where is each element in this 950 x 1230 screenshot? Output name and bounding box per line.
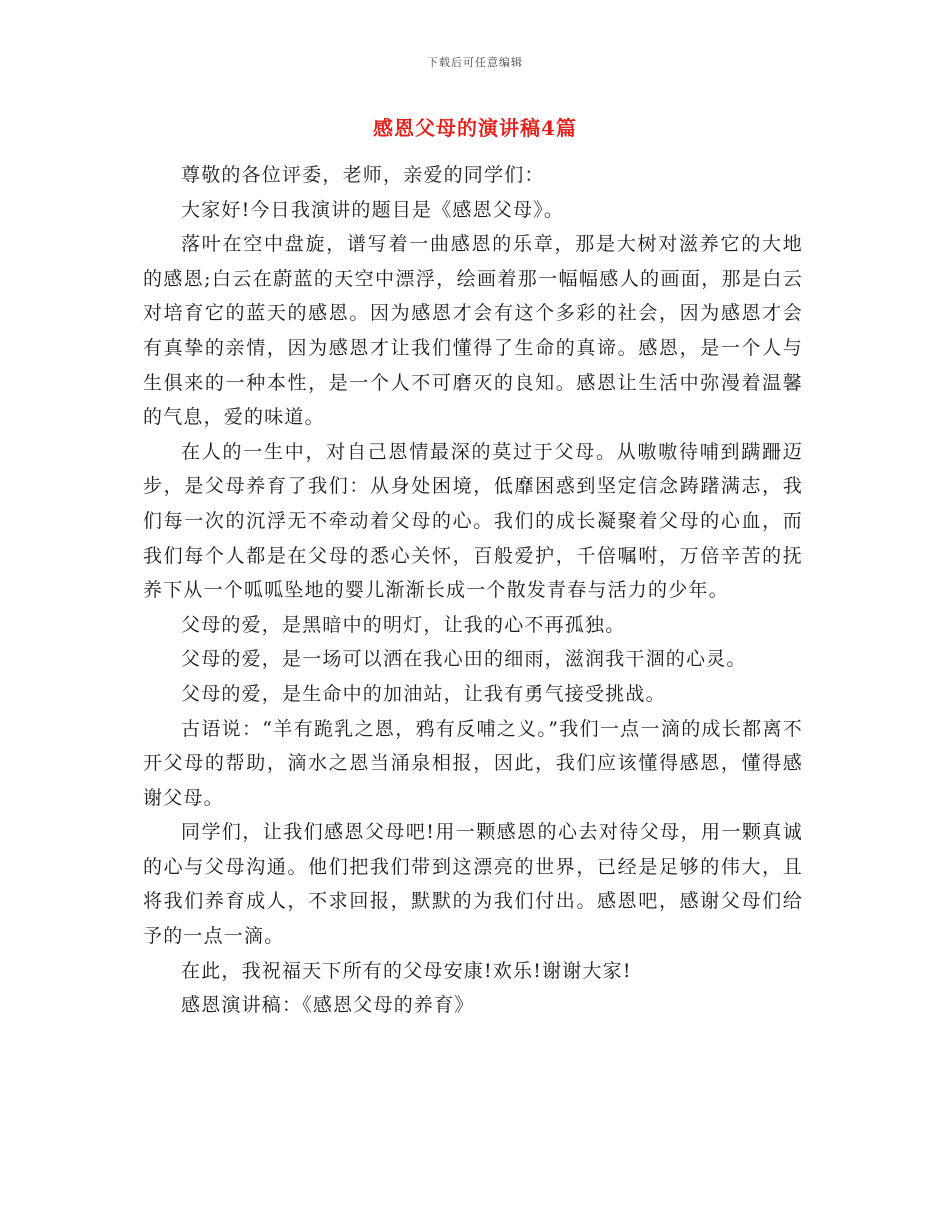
- paragraph-body: 父母的爱，是黑暗中的明灯，让我的心不再孤独。: [181, 613, 626, 636]
- paragraph-body: 落叶在空中盘旋，谱写着一曲感恩的乐章，那是大树对滋养它的大地的感恩;白云在蔚蓝的天空中漂浮，绘画着那一幅幅感人的画面，那是白云对培育它的蓝天的感恩。因为感恩才会有这个多彩的社会，因为感恩才会有真挚的亲情，因为感恩才让我们懂得了生命的真谛。感恩，是一个人与生俱来的一种本性，是一个人不可磨灭的良知。感恩让生活中弥漫着温馨的气息，爱的味道。: [143, 233, 803, 429]
- paragraph-body: 在人的一生中，对自己恩情最深的莫过于父母。从嗷嗷待哺到蹒跚迈步，是父母养育了我们：从身处困境，低靡困惑到坚定信念踌躇满志，我们每一次的沉浮无不牵动着父母的心。我们的成长凝聚着父母的心血，而我们每个人都是在父母的悉心关怀，百般爱护，千倍嘱咐，万倍辛苦的抚养下从一个呱呱坠地的婴儿渐渐长成一个散发青春与活力的少年。: [143, 440, 803, 602]
- paragraph-body: 古语说：“羊有跪乳之恩，鸦有反哺之义。”我们一点一滴的成长都离不开父母的帮助，滴水之恩当涌泉相报，因此，我们应该懂得感恩，懂得感谢父母。: [143, 717, 803, 809]
- page-header-note: 下载后可任意编辑: [427, 56, 523, 69]
- document-title: 感恩父母的演讲稿4篇: [373, 116, 577, 140]
- paragraph-body: 同学们，让我们感恩父母吧!用一颗感恩的心去对待父母，用一颗真诚的心与父母沟通。他们把我们带到这漂亮的世界，已经是足够的伟大，且将我们养育成人，不求回报，默默的为我们付出。感恩吧，感谢父母们给予的一点一滴。: [143, 821, 803, 948]
- paragraph-body: 父母的爱，是一场可以洒在我心田的细雨，滋润我干涸的心灵。: [181, 648, 747, 671]
- document-body: [143, 158, 803, 1023]
- paragraph-salutation: 尊敬的各位评委，老师，亲爱的同学们：: [181, 164, 545, 186]
- paragraph-greeting: 大家好!今日我演讲的题目是《感恩父母》。: [181, 198, 565, 221]
- paragraph-closing: 在此，我祝福天下所有的父母安康!欢乐!谢谢大家!: [181, 959, 632, 982]
- paragraph-body: 父母的爱，是生命中的加油站，让我有勇气接受挑战。: [181, 682, 666, 705]
- paragraph-next-heading: 感恩演讲稿：《感恩父母的养育》: [181, 994, 475, 1017]
